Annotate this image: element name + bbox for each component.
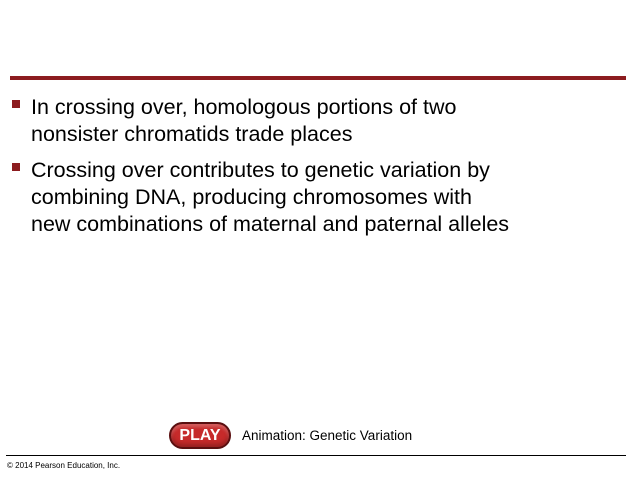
square-bullet-icon <box>12 163 20 171</box>
bullet-line: Crossing over contributes to genetic variation by <box>31 158 490 182</box>
bullet-line: In crossing over, homologous portions of two <box>31 95 457 119</box>
animation-caption: Animation: Genetic Variation <box>242 428 413 443</box>
bullet-line: new combinations of maternal and paternal alleles <box>31 212 510 236</box>
bullet-item <box>0 94 600 148</box>
play-button[interactable]: PLAY <box>169 422 231 449</box>
bullet-line: combining DNA, producing chromosomes with <box>31 185 472 209</box>
copyright-notice: © 2014 Pearson Education, Inc. <box>7 461 121 470</box>
title-divider <box>10 76 626 80</box>
bullet-item <box>0 157 600 238</box>
animation-link-row <box>169 422 412 449</box>
footer-divider <box>6 455 626 456</box>
square-bullet-icon <box>12 100 20 108</box>
bullet-list <box>0 94 600 247</box>
bullet-line: nonsister chromatids trade places <box>31 122 353 146</box>
